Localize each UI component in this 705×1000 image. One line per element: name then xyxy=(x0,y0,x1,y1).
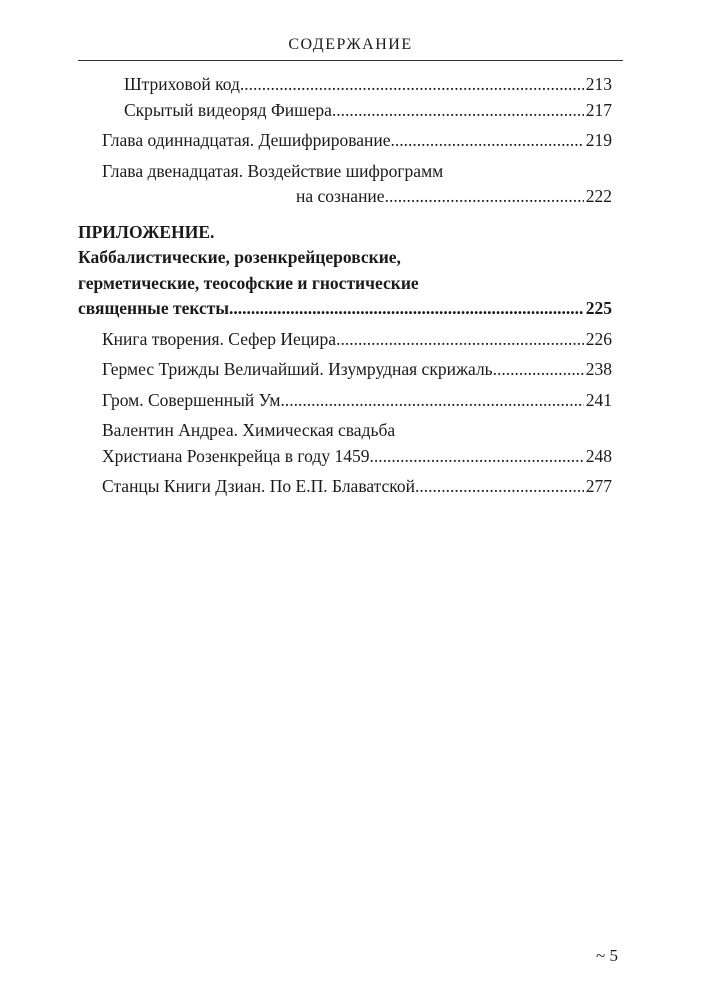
toc-entry-fisher-video[interactable] xyxy=(78,98,612,124)
dot-leader xyxy=(336,327,584,353)
toc-entry-title: Гром. Совершенный Ум xyxy=(102,389,281,410)
toc-entry-title: Христиана Розенкрейца в году 1459 xyxy=(102,445,370,466)
table-of-contents xyxy=(78,72,612,500)
dot-leader xyxy=(332,98,584,124)
dot-leader xyxy=(391,128,584,154)
toc-entry-sefer-yetzirah[interactable] xyxy=(78,327,612,353)
toc-entry-appendix[interactable] xyxy=(78,220,612,322)
toc-entry-page: 277 xyxy=(585,476,612,496)
toc-entry-title: на сознание xyxy=(296,186,385,206)
running-head: СОДЕРЖАНИЕ xyxy=(288,36,413,53)
dot-leader xyxy=(493,357,584,383)
dot-leader xyxy=(369,444,583,470)
toc-entry-title: Книга творения. Сефер Иецира xyxy=(102,328,337,349)
toc-entry-page: 241 xyxy=(585,389,612,410)
dot-leader xyxy=(415,474,584,500)
toc-entry-title: священные тексты xyxy=(78,298,230,318)
toc-entry-page: 213 xyxy=(585,74,612,94)
toc-entry-page: 217 xyxy=(585,99,612,120)
dot-leader xyxy=(229,296,584,322)
toc-entry-chymical-wedding[interactable] xyxy=(78,418,612,469)
toc-entry-page: 248 xyxy=(585,445,612,466)
header-rule xyxy=(78,60,623,61)
toc-entry-barcode[interactable] xyxy=(78,72,612,98)
toc-entry-thunder[interactable] xyxy=(78,388,612,414)
toc-entry-title: Скрытый видеоряд Фишера xyxy=(124,99,332,120)
toc-entry-title: Штриховой код xyxy=(124,74,240,94)
toc-entry-page: 226 xyxy=(585,328,612,349)
toc-entry-chapter-11[interactable] xyxy=(78,128,612,154)
toc-entry-title: Глава одиннадцатая. Дешифрирование xyxy=(102,130,391,150)
toc-entry-page: 238 xyxy=(585,359,612,379)
page-number: ~ 5 xyxy=(596,946,618,965)
dot-leader xyxy=(240,72,584,98)
toc-entry-page: 219 xyxy=(585,130,612,150)
toc-entry-emerald-tablet[interactable] xyxy=(78,357,612,383)
toc-entry-title-line: Валентин Андреа. Химическая свадьба xyxy=(102,420,396,440)
dot-leader xyxy=(385,184,584,210)
toc-entry-page: 222 xyxy=(585,186,612,206)
toc-entry-title: Гермес Трижды Величайший. Изумрудная скрижаль xyxy=(102,359,493,379)
toc-entry-chapter-12[interactable] xyxy=(78,159,612,210)
toc-entry-title-line: Глава двенадцатая. Воздействие шифрограмм xyxy=(102,160,444,181)
toc-entry-heading: ПРИЛОЖЕНИЕ. xyxy=(78,221,215,242)
toc-entry-title: Станцы Книги Дзиан. По Е.П. Блаватской xyxy=(102,476,416,496)
toc-entry-title-line: герметические, теософские и гностические xyxy=(78,272,419,293)
toc-entry-stanzas-dzyan[interactable] xyxy=(78,474,612,500)
dot-leader xyxy=(281,388,584,414)
toc-entry-page: 225 xyxy=(585,298,612,318)
toc-entry-title-line: Каббалистические, розенкрейцеровские, xyxy=(78,247,401,267)
